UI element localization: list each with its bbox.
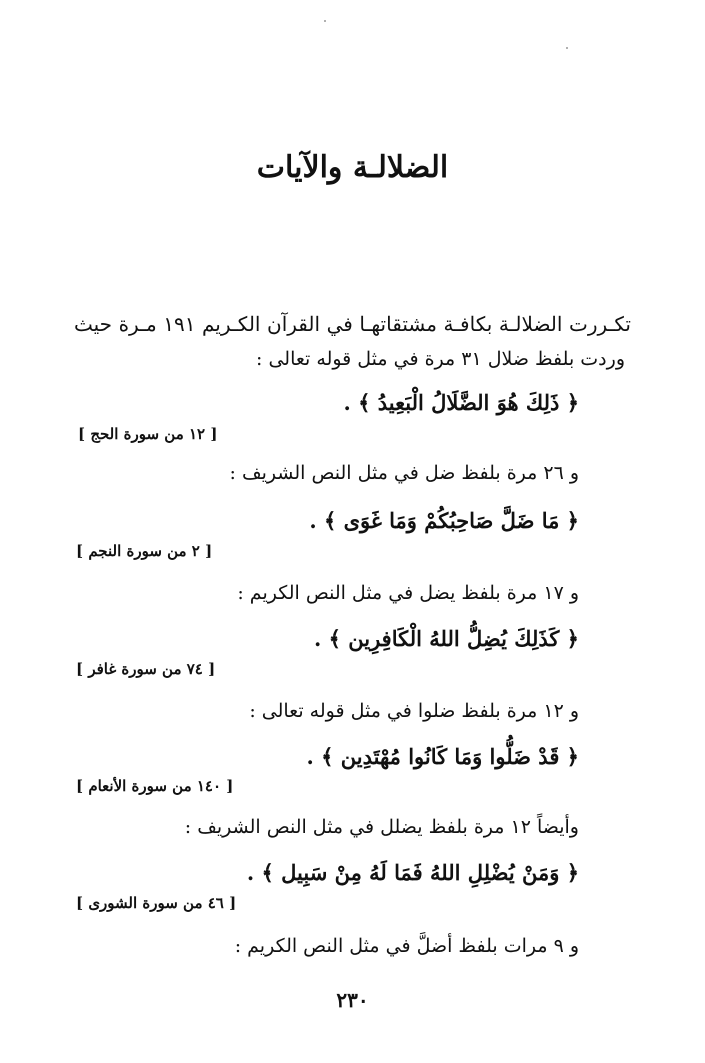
verse-5: ﴿ وَمَنْ يُضْلِلِ اللهُ فَمَا لَهُ مِنْ سَبِيل ﴾ . bbox=[246, 860, 579, 885]
verse-2: ﴿ مَا ضَلَّ صَاحِبُكُمْ وَمَا غَوَى ﴾ . bbox=[309, 508, 579, 533]
entry-intro-4: و ١٢ مرة بلفظ ضلوا في مثل قوله تعالى : bbox=[249, 700, 579, 722]
scan-speck bbox=[324, 20, 326, 22]
entry-intro-2: و ٢٦ مرة بلفظ ضل في مثل النص الشريف : bbox=[229, 462, 579, 484]
verse-reference-2: [ ٢ من سورة النجم ] bbox=[76, 542, 213, 560]
verse-4: ﴿ قَدْ ضَلُّوا وَمَا كَانُوا مُهْتَدِين ﴾ . bbox=[306, 744, 579, 769]
verse-reference-1: [ ١٢ من سورة الحج ] bbox=[78, 425, 218, 443]
scan-speck bbox=[566, 47, 568, 49]
verse-3: ﴿ كَذَلِكَ يُضِلُّ اللهُ الْكَافِرِين ﴾ . bbox=[314, 626, 579, 651]
chapter-title: الضلالـة والآيات bbox=[256, 150, 449, 185]
entry-intro-3: و ١٧ مرة بلفظ يضل في مثل النص الكريم : bbox=[237, 582, 579, 604]
page-number: ٢٣٠ bbox=[336, 988, 369, 1012]
intro-line-2: وردت بلفظ ضلال ٣١ مرة في مثل قوله تعالى : bbox=[256, 348, 625, 370]
verse-reference-3: [ ٧٤ من سورة غافر ] bbox=[76, 660, 216, 678]
closing-line: و ٩ مرات بلفظ أضلَّ في مثل النص الكريم : bbox=[234, 935, 579, 957]
verse-reference-5: [ ٤٦ من سورة الشورى ] bbox=[76, 894, 237, 912]
verse-1: ﴿ ذَلِكَ هُوَ الضَّلَالُ الْبَعِيدُ ﴾ . bbox=[343, 390, 579, 415]
intro-line-1: تكـررت الضلالـة بكافـة مشتقاتهـا في القرآن الكـريم ١٩١ مـرة حيث bbox=[74, 312, 631, 336]
verse-reference-4: [ ١٤٠ من سورة الأنعام ] bbox=[76, 777, 234, 795]
entry-intro-5: وأيضاً ١٢ مرة بلفظ يضلل في مثل النص الشريف : bbox=[184, 816, 579, 838]
